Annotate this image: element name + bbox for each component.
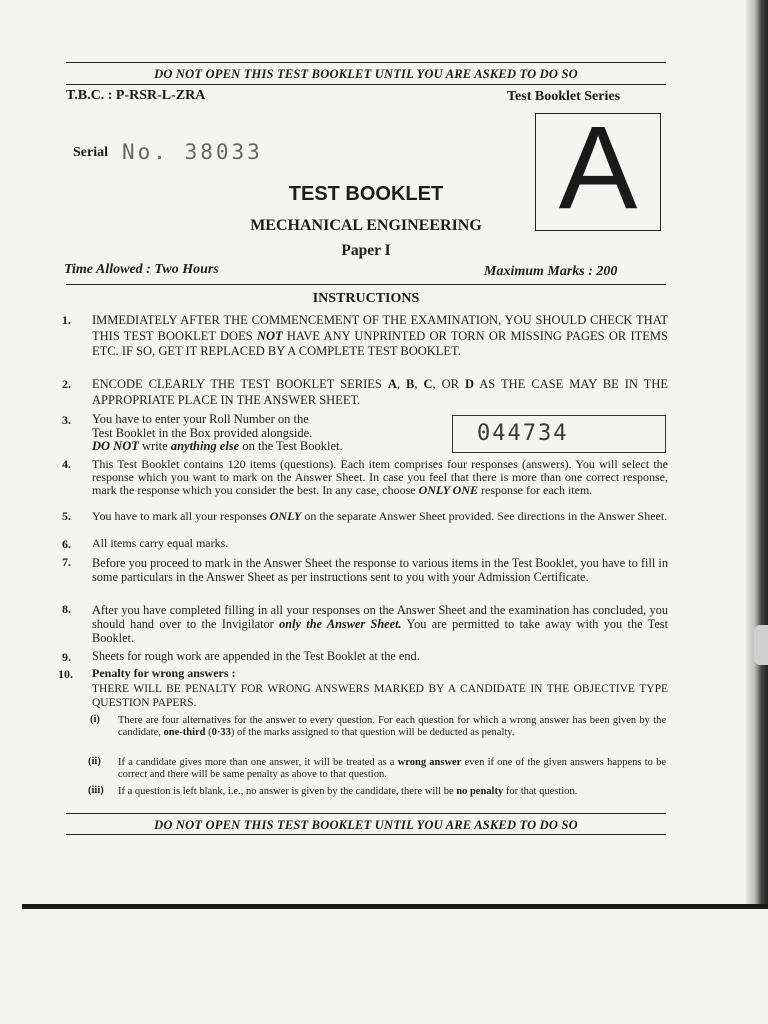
roll-number-box[interactable]: [452, 415, 666, 453]
instructions-heading: INSTRUCTIONS: [312, 291, 420, 306]
item-number: 4.: [62, 457, 71, 471]
instruction-5: You have to mark all your responses ONLY on the separate Answer Sheet provided. See directions in the Answer Sheet.: [92, 509, 668, 523]
maximum-marks: Maximum Marks : 200: [484, 264, 618, 279]
serial-label: Serial: [73, 145, 108, 160]
instruction-1: IMMEDIATELY AFTER THE COMMENCEMENT OF THE EXAMINATION, YOU SHOULD CHECK THAT THIS TEST BOOKLET DOES NOT HAVE ANY UNPRINTED OR TORN OR MISSING PAGES OR ITEMS ETC. IF SO, GET IT REPLACED BY A COMPLETE TEST BOOKLET.: [92, 313, 668, 358]
paper: Paper I: [341, 242, 391, 259]
top-rule: [66, 62, 666, 63]
instruction-4: This Test Booklet contains 120 items (questions). Each item comprises four responses (answers). You will select the response which you want to mark on the Answer Sheet. In case you feel that there is more than one correct response, mark the response which you consider the best. In any case, choose ONLY ONE response for each item.: [92, 457, 668, 497]
top-rule-2: [66, 84, 666, 85]
roll-number-value: 044734: [477, 421, 569, 446]
instruction-6: All items carry equal marks.: [92, 536, 229, 550]
instruction-2: ENCODE CLEARLY THE TEST BOOKLET SERIES A, B, C, OR D AS THE CASE MAY BE IN THE APPROPRIATE PLACE IN THE ANSWER SHEET.: [92, 377, 669, 407]
subject: MECHANICAL ENGINEERING: [250, 217, 482, 234]
item-number: 10.: [58, 667, 73, 681]
item-number: 8.: [62, 602, 71, 616]
tbc-code: T.B.C. : P-RSR-L-ZRA: [66, 88, 206, 103]
series-box: [535, 102, 661, 234]
sub-item-number: (iii): [88, 785, 104, 796]
serial-number: No. 38033: [122, 140, 263, 164]
series-label: Test Booklet Series: [507, 89, 621, 104]
item-number: 5.: [62, 509, 71, 523]
sub-item-number: (i): [90, 714, 100, 725]
page-bottom-edge: [22, 904, 768, 909]
time-allowed: Time Allowed : Two Hours: [64, 262, 219, 277]
penalty-rule-3: If a question is left blank, i.e., no answer is given by the candidate, there will be no penalty for that question.: [118, 786, 578, 797]
item-number: 1.: [62, 313, 71, 327]
bottom-rule: [66, 813, 666, 814]
top-banner: DO NOT OPEN THIS TEST BOOKLET UNTIL YOU ARE ASKED TO DO SO: [154, 67, 578, 81]
series-letter: A: [558, 102, 638, 234]
item-number: 2.: [62, 377, 71, 391]
penalty-rule-2: If a candidate gives more than one answer, it will be treated as a wrong answer even if one of the given answers happens to be correct and there will be same penalty as above to that question.: [118, 757, 666, 780]
instruction-8: After you have completed filling in all your responses on the Answer Sheet and the examination has concluded, you should hand over to the Invigilator only the Answer Sheet. You are permitted to take away with you the Test Booklet.: [92, 603, 668, 645]
instruction-10: Penalty for wrong answers : THERE WILL BE PENALTY FOR WRONG ANSWERS MARKED BY A CANDIDATE IN THE OBJECTIVE TYPE QUESTION PAPERS.: [92, 666, 668, 709]
instruction-3: You have to enter your Roll Number on the Test Booklet in the Box provided alongside. DO NOT write anything else on the Test Booklet.: [92, 412, 343, 453]
penalty-rule-1: There are four alternatives for the answer to every question. For each question for which a wrong answer has been given by the candidate, one-third (0·33) of the marks assigned to that question will be deducted as penalty.: [118, 715, 666, 738]
bottom-banner: DO NOT OPEN THIS TEST BOOKLET UNTIL YOU ARE ASKED TO DO SO: [154, 818, 578, 832]
sub-item-number: (ii): [88, 756, 101, 767]
item-number: 6.: [62, 537, 71, 551]
item-number: 7.: [62, 555, 71, 569]
instruction-7: Before you proceed to mark in the Answer Sheet the response to various items in the Test Booklet, you have to fill in some particulars in the Answer Sheet as per instructions sent to you with your Admission Certificate.: [92, 556, 668, 584]
binder-tab: [754, 625, 768, 665]
page-edge-shadow: [746, 0, 768, 905]
instructions-rule: [66, 284, 666, 285]
item-number: 9.: [62, 650, 71, 664]
page-title: TEST BOOKLET: [288, 183, 444, 205]
instruction-9: Sheets for rough work are appended in the Test Booklet at the end.: [92, 649, 420, 663]
bottom-rule-2: [66, 834, 666, 835]
item-number: 3.: [62, 413, 71, 427]
